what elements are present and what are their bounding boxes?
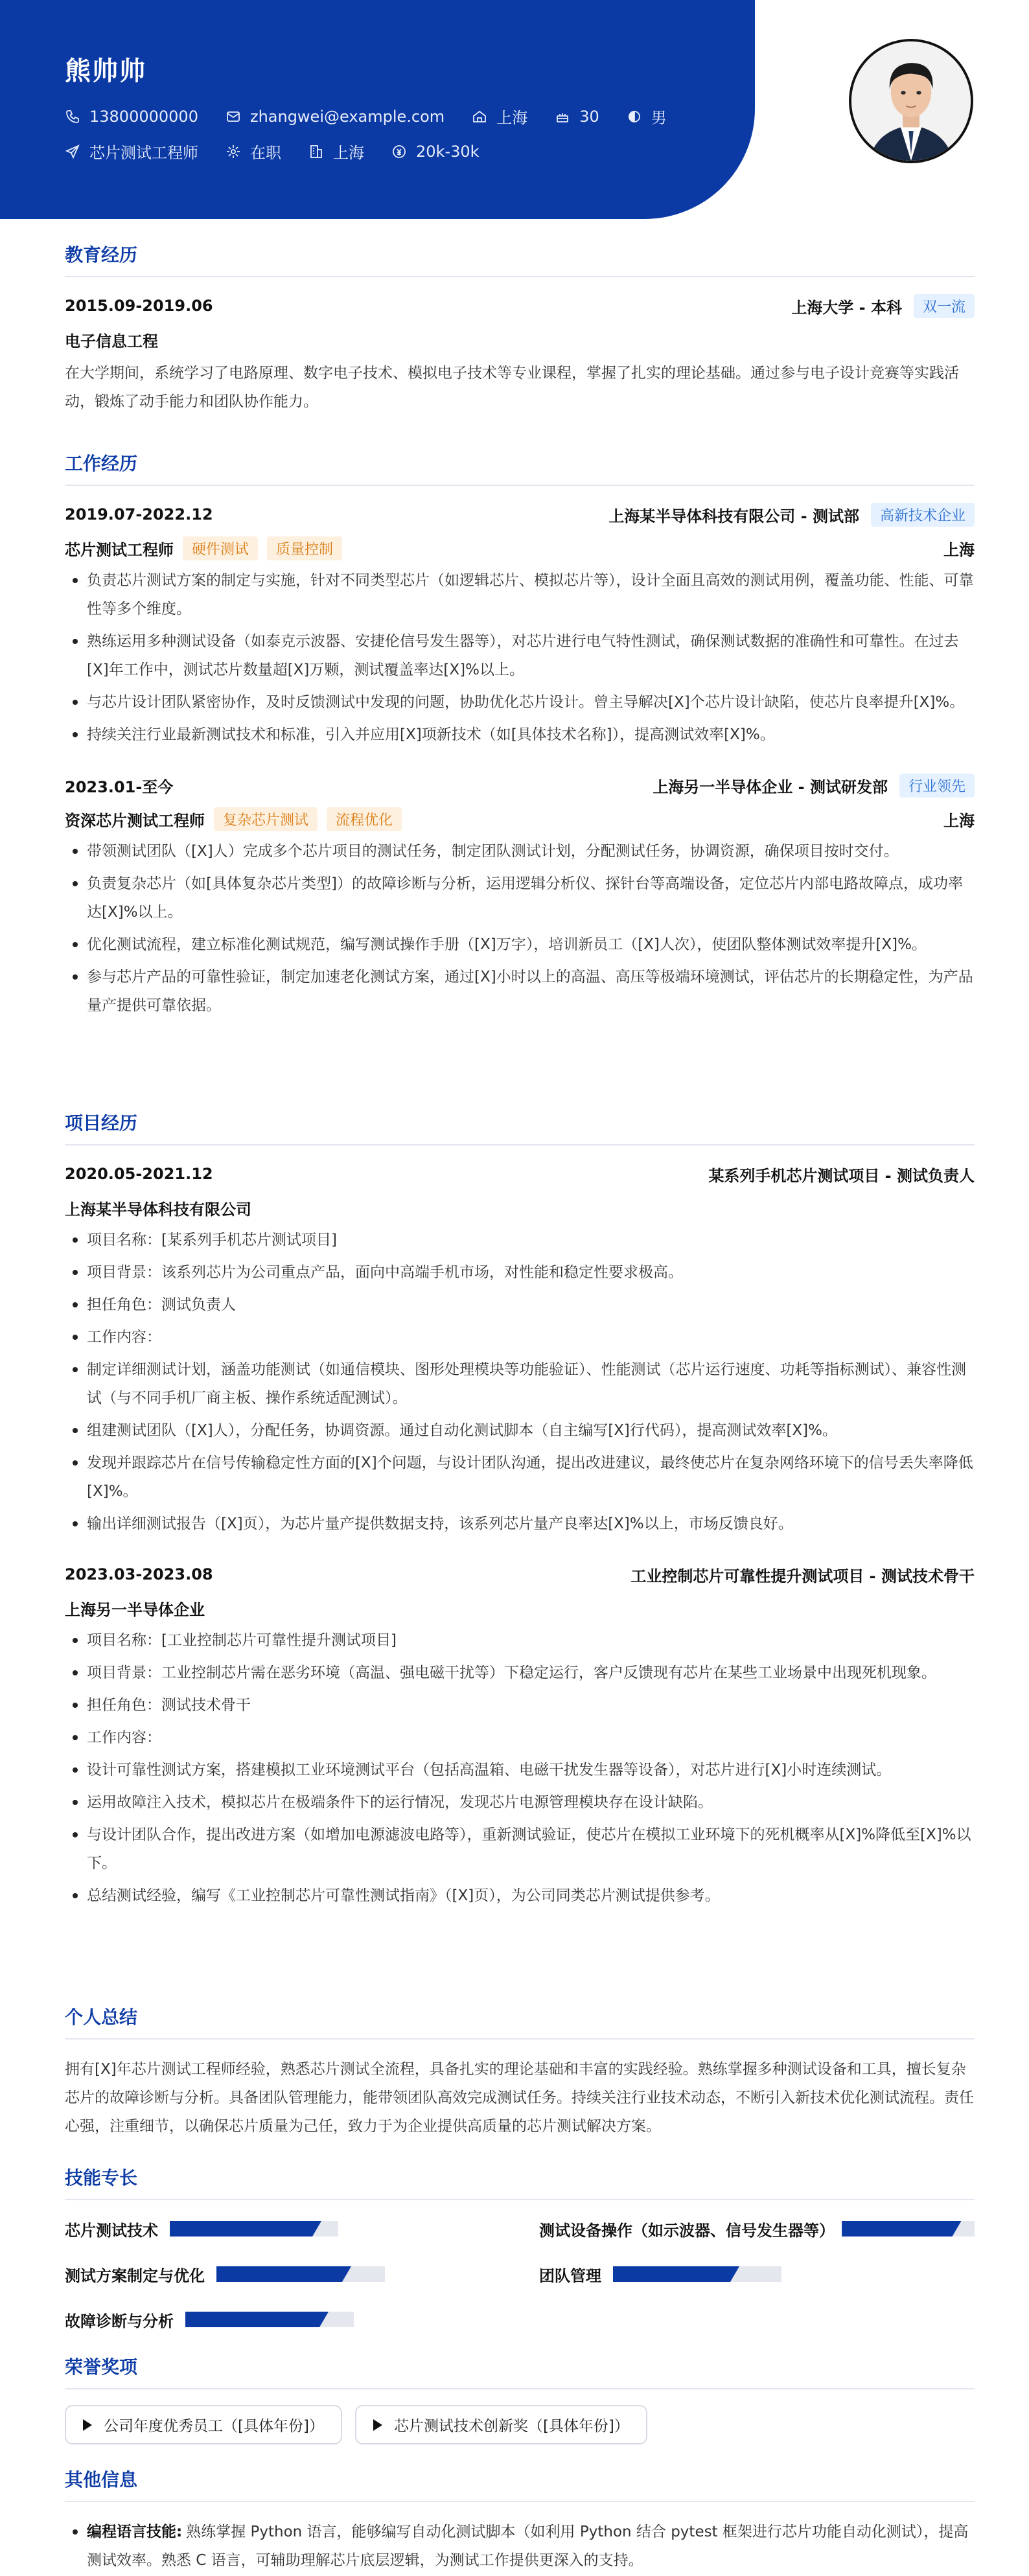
phone-text: 13800000000 xyxy=(89,107,198,126)
list-item: 项目背景：该系列芯片为公司重点产品，面向中高端手机市场，对性能和稳定性要求极高。 xyxy=(65,1258,975,1287)
job-company-wrap xyxy=(653,774,975,798)
skill-tag: 流程优化 xyxy=(327,807,402,831)
job-location: 上海 xyxy=(943,540,975,559)
city-text: 上海 xyxy=(496,109,528,127)
job-head xyxy=(65,772,975,798)
phone-item xyxy=(65,108,198,126)
project-sub xyxy=(65,1195,975,1221)
job-head xyxy=(65,501,975,527)
resume-header xyxy=(0,0,755,219)
job-company: 上海另一半导体企业 - 测试研发部 xyxy=(653,777,888,796)
skill-tag: 硬件测试 xyxy=(183,536,258,560)
awards-title: 荣誉奖项 xyxy=(65,2353,975,2389)
project-sub xyxy=(65,1595,975,1621)
list-item: 担任角色：测试技术骨干 xyxy=(65,1691,975,1719)
list-item: 持续关注行业最新测试技术和标准，引入并应用[X]项新技术（如[具体技术名称]），提高测试效率[X]%。 xyxy=(65,720,975,749)
project-head xyxy=(65,1161,975,1187)
target-role-item xyxy=(65,140,198,163)
skill-item xyxy=(539,2261,975,2287)
project-company: 上海某半导体科技有限公司 xyxy=(65,1200,251,1219)
email-item xyxy=(225,108,445,126)
status-icon xyxy=(225,144,241,159)
list-item: 优化测试流程，建立标准化测试规范，编写测试操作手册（[X]万字），培训新员工（[X]人次），使团队整体测试效率提升[X]%。 xyxy=(65,930,975,959)
work-section xyxy=(65,450,975,1043)
target-city-text: 上海 xyxy=(333,144,364,162)
skill-bar xyxy=(613,2266,781,2282)
skill-bar xyxy=(216,2266,385,2282)
job-role: 资深芯片测试工程师 xyxy=(65,811,205,830)
job-role-wrap xyxy=(65,536,342,560)
education-major-row xyxy=(65,327,975,352)
phone-icon xyxy=(65,109,80,124)
mail-icon xyxy=(225,109,241,124)
skill-bar xyxy=(170,2221,338,2237)
age-item xyxy=(555,108,599,126)
company-tag: 高新技术企业 xyxy=(871,503,975,527)
gender-text: 男 xyxy=(651,109,667,127)
job-item xyxy=(65,772,975,1020)
play-icon xyxy=(83,2419,92,2431)
skill-bar xyxy=(185,2312,354,2327)
list-item: 项目名称：[工业控制芯片可靠性提升测试项目] xyxy=(65,1626,975,1655)
skill-item xyxy=(65,2306,500,2332)
home-icon xyxy=(472,109,487,124)
skill-bar-fill xyxy=(170,2221,321,2237)
city-item xyxy=(472,105,527,128)
award-item xyxy=(65,2405,342,2444)
job-intent-row xyxy=(65,140,507,163)
summary-title: 个人总结 xyxy=(65,2003,975,2040)
job-bullets xyxy=(65,566,975,749)
skills-section xyxy=(65,2164,975,2332)
skill-name: 测试设备操作（如示波器、信号发生器等） xyxy=(539,2221,835,2240)
other-text: 熟练掌握 Python 语言，能够编写自动化测试脚本（如利用 Python 结合 pytest 框架进行芯片功能自动化测试），提高测试效率。熟悉 C 语言，可辅助理解芯片底层逻辑，为测试工作提供更深入的支持。 xyxy=(87,2524,969,2569)
award-text: 芯片测试技术创新奖（[具体年份]） xyxy=(393,2418,629,2435)
job-company: 上海某半导体科技有限公司 - 测试部 xyxy=(608,507,859,525)
list-item: 设计可靠性测试方案，搭建模拟工业环境测试平台（包括高温箱、电磁干扰发生器等设备），对芯片进行[X]小时连续测试。 xyxy=(65,1756,975,1784)
project-period: 2023.03-2023.08 xyxy=(65,1565,213,1583)
list-item: 发现并跟踪芯片在信号传输稳定性方面的[X]个问题，与设计团队沟通，提出改进建议，最终使芯片在复杂网络环境下的信号丢失率降低[X]%。 xyxy=(65,1449,975,1506)
skill-item xyxy=(539,2216,975,2242)
project-head xyxy=(65,1561,975,1587)
list-item: 担任角色：测试负责人 xyxy=(65,1291,975,1319)
skill-bar-fill xyxy=(185,2312,329,2327)
list-item: 组建测试团队（[X]人），分配任务，协调资源。通过自动化测试脚本（自主编写[X]行代码），提高测试效率[X]%。 xyxy=(65,1416,975,1445)
project-bullets xyxy=(65,1226,975,1538)
job-period: 2023.01-至今 xyxy=(65,777,174,796)
list-item: 项目背景：工业控制芯片需在恶劣环境（高温、强电磁干扰等）下稳定运行，客户反馈现有芯片在某些工业场景中出现死机现象。 xyxy=(65,1659,975,1687)
education-major: 电子信息工程 xyxy=(65,332,158,351)
list-item: 工作内容： xyxy=(65,1723,975,1752)
job-role: 芯片测试工程师 xyxy=(65,540,174,559)
candidate-name: 熊帅帅 xyxy=(65,56,146,86)
skill-name: 团队管理 xyxy=(539,2266,601,2285)
project-period: 2020.05-2021.12 xyxy=(65,1165,213,1183)
list-item: 负责芯片测试方案的制定与实施，针对不同类型芯片（如逻辑芯片、模拟芯片等），设计全面且高效的测试用例，覆盖功能、性能、可靠性等多个维度。 xyxy=(65,566,975,623)
target-role-text: 芯片测试工程师 xyxy=(89,144,198,162)
salary-icon xyxy=(391,144,407,159)
list-item: 总结测试经验，编写《工业控制芯片可靠性测试指南》（[X]页），为公司同类芯片测试提供参考。 xyxy=(65,1881,975,1910)
gender-item xyxy=(627,105,667,128)
award-item xyxy=(355,2405,647,2444)
job-location: 上海 xyxy=(943,811,975,830)
skill-item xyxy=(65,2261,500,2287)
project-item xyxy=(65,1561,975,1910)
list-item: 项目名称：[某系列手机芯片测试项目] xyxy=(65,1226,975,1254)
school-tag: 双一流 xyxy=(914,294,975,318)
education-period: 2015.09-2019.06 xyxy=(65,297,213,315)
work-title: 工作经历 xyxy=(65,450,975,486)
status-text: 在职 xyxy=(250,144,281,162)
other-list xyxy=(65,2518,975,2575)
other-label: 编程语言技能: xyxy=(87,2524,183,2540)
education-section xyxy=(65,241,975,416)
project-bullets xyxy=(65,1626,975,1910)
list-item: 与设计团队合作，提出改进方案（如增加电源滤波电路等），重新测试验证，使芯片在模拟工业环境下的死机概率从[X]%降低至[X]%以下。 xyxy=(65,1821,975,1878)
project-name-role: 工业控制芯片可靠性提升测试项目 - 测试技术骨干 xyxy=(630,1567,975,1585)
skill-bar-fill xyxy=(216,2266,351,2282)
education-row xyxy=(65,293,975,319)
list-item: 运用故障注入技术，模拟芯片在极端条件下的运行情况，发现芯片电源管理模块存在设计缺陷。 xyxy=(65,1788,975,1817)
project-name-role: 某系列手机芯片测试项目 - 测试负责人 xyxy=(708,1166,975,1185)
education-title: 教育经历 xyxy=(65,241,975,277)
job-role-wrap xyxy=(65,807,402,831)
job-company-wrap xyxy=(608,503,975,527)
target-city-item xyxy=(308,140,364,163)
age-text: 30 xyxy=(579,107,599,126)
award-text: 公司年度优秀员工（[具体年份]） xyxy=(104,2418,324,2435)
list-item: 工作内容： xyxy=(65,1323,975,1351)
job-sub xyxy=(65,806,975,832)
awards-section xyxy=(65,2353,975,2444)
job-bullets xyxy=(65,837,975,1020)
project-item xyxy=(65,1161,975,1538)
avatar xyxy=(849,39,973,163)
salary-text: 20k-30k xyxy=(416,142,480,161)
skills-title: 技能专长 xyxy=(65,2164,975,2200)
skill-bar-fill xyxy=(842,2221,961,2237)
play-icon xyxy=(373,2419,382,2431)
job-item xyxy=(65,501,975,749)
job-period: 2019.07-2022.12 xyxy=(65,505,213,523)
list-item: 与芯片设计团队紧密协作，及时反馈测试中发现的问题，协助优化芯片设计。曾主导解决[X]个芯片设计缺陷，使芯片良率提升[X]%。 xyxy=(65,688,975,717)
other-section xyxy=(65,2466,975,2576)
skill-name: 故障诊断与分析 xyxy=(65,2312,174,2330)
send-icon xyxy=(65,144,80,159)
education-school: 上海大学 - 本科 xyxy=(791,298,902,317)
email-text: zhangwei@example.com xyxy=(249,107,445,126)
skill-name: 芯片测试技术 xyxy=(65,2221,158,2240)
skills-grid xyxy=(65,2216,975,2332)
skill-tag: 质量控制 xyxy=(267,536,342,560)
education-school-wrap xyxy=(791,294,975,318)
list-item: 输出详细测试报告（[X]页），为芯片量产提供数据支持，该系列芯片量产良率达[X]%以上，市场反馈良好。 xyxy=(65,1510,975,1538)
building-icon xyxy=(308,144,324,159)
contact-row xyxy=(65,105,694,128)
skill-name: 测试方案制定与优化 xyxy=(65,2266,205,2285)
project-company: 上海另一半导体企业 xyxy=(65,1600,205,1619)
status-item xyxy=(225,140,281,163)
gender-icon xyxy=(627,109,642,124)
list-item xyxy=(65,2518,975,2575)
skill-tag: 复杂芯片测试 xyxy=(214,807,318,831)
list-item: 负责复杂芯片（如[具体复杂芯片类型]）的故障诊断与分析，运用逻辑分析仪、探针台等高端设备，定位芯片内部电路故障点，成功率达[X]%以上。 xyxy=(65,869,975,926)
skill-bar-fill xyxy=(613,2266,739,2282)
list-item: 熟练运用多种测试设备（如泰克示波器、安捷伦信号发生器等），对芯片进行电气特性测试，确保测试数据的准确性和可靠性。在过去[X]年工作中，测试芯片数量超[X]万颗，测试覆盖率达[X]%以上。 xyxy=(65,627,975,684)
projects-section xyxy=(65,1109,975,1933)
job-sub xyxy=(65,535,975,561)
salary-item xyxy=(391,143,480,161)
skill-bar xyxy=(842,2221,975,2237)
projects-title: 项目经历 xyxy=(65,1109,975,1145)
education-desc: 在大学期间，系统学习了电路原理、数字电子技术、模拟电子技术等专业课程，掌握了扎实的理论基础。通过参与电子设计竞赛等实践活动，锻炼了动手能力和团队协作能力。 xyxy=(65,365,959,410)
list-item: 参与芯片产品的可靠性验证，制定加速老化测试方案，通过[X]小时以上的高温、高压等极端环境测试，评估芯片的长期稳定性，为产品量产提供可靠依据。 xyxy=(65,963,975,1020)
list-item: 制定详细测试计划，涵盖功能测试（如通信模块、图形处理模块等功能验证）、性能测试（芯片运行速度、功耗等指标测试）、兼容性测试（与不同手机厂商主板、操作系统适配测试）。 xyxy=(65,1355,975,1412)
skill-item xyxy=(65,2216,500,2242)
other-title: 其他信息 xyxy=(65,2466,975,2502)
list-item: 带领测试团队（[X]人）完成多个芯片项目的测试任务，制定团队测试计划，分配测试任务，协调资源，确保项目按时交付。 xyxy=(65,837,975,866)
awards-list xyxy=(65,2405,975,2444)
company-tag: 行业领先 xyxy=(899,774,975,798)
summary-text: 拥有[X]年芯片测试工程师经验，熟悉芯片测试全流程，具备扎实的理论基础和丰富的实践经验。熟练掌握多种测试设备和工具，擅长复杂芯片的故障诊断与分析。具备团队管理能力，能带领团队高效完成测试任务。持续关注行业技术动态，不断引入新技术优化测试流程。责任心强，注重细节，以确保芯片质量为己任，致力于为企业提供高质量的芯片测试解决方案。 xyxy=(65,2061,974,2135)
age-icon xyxy=(555,109,570,124)
summary-section xyxy=(65,2003,975,2141)
